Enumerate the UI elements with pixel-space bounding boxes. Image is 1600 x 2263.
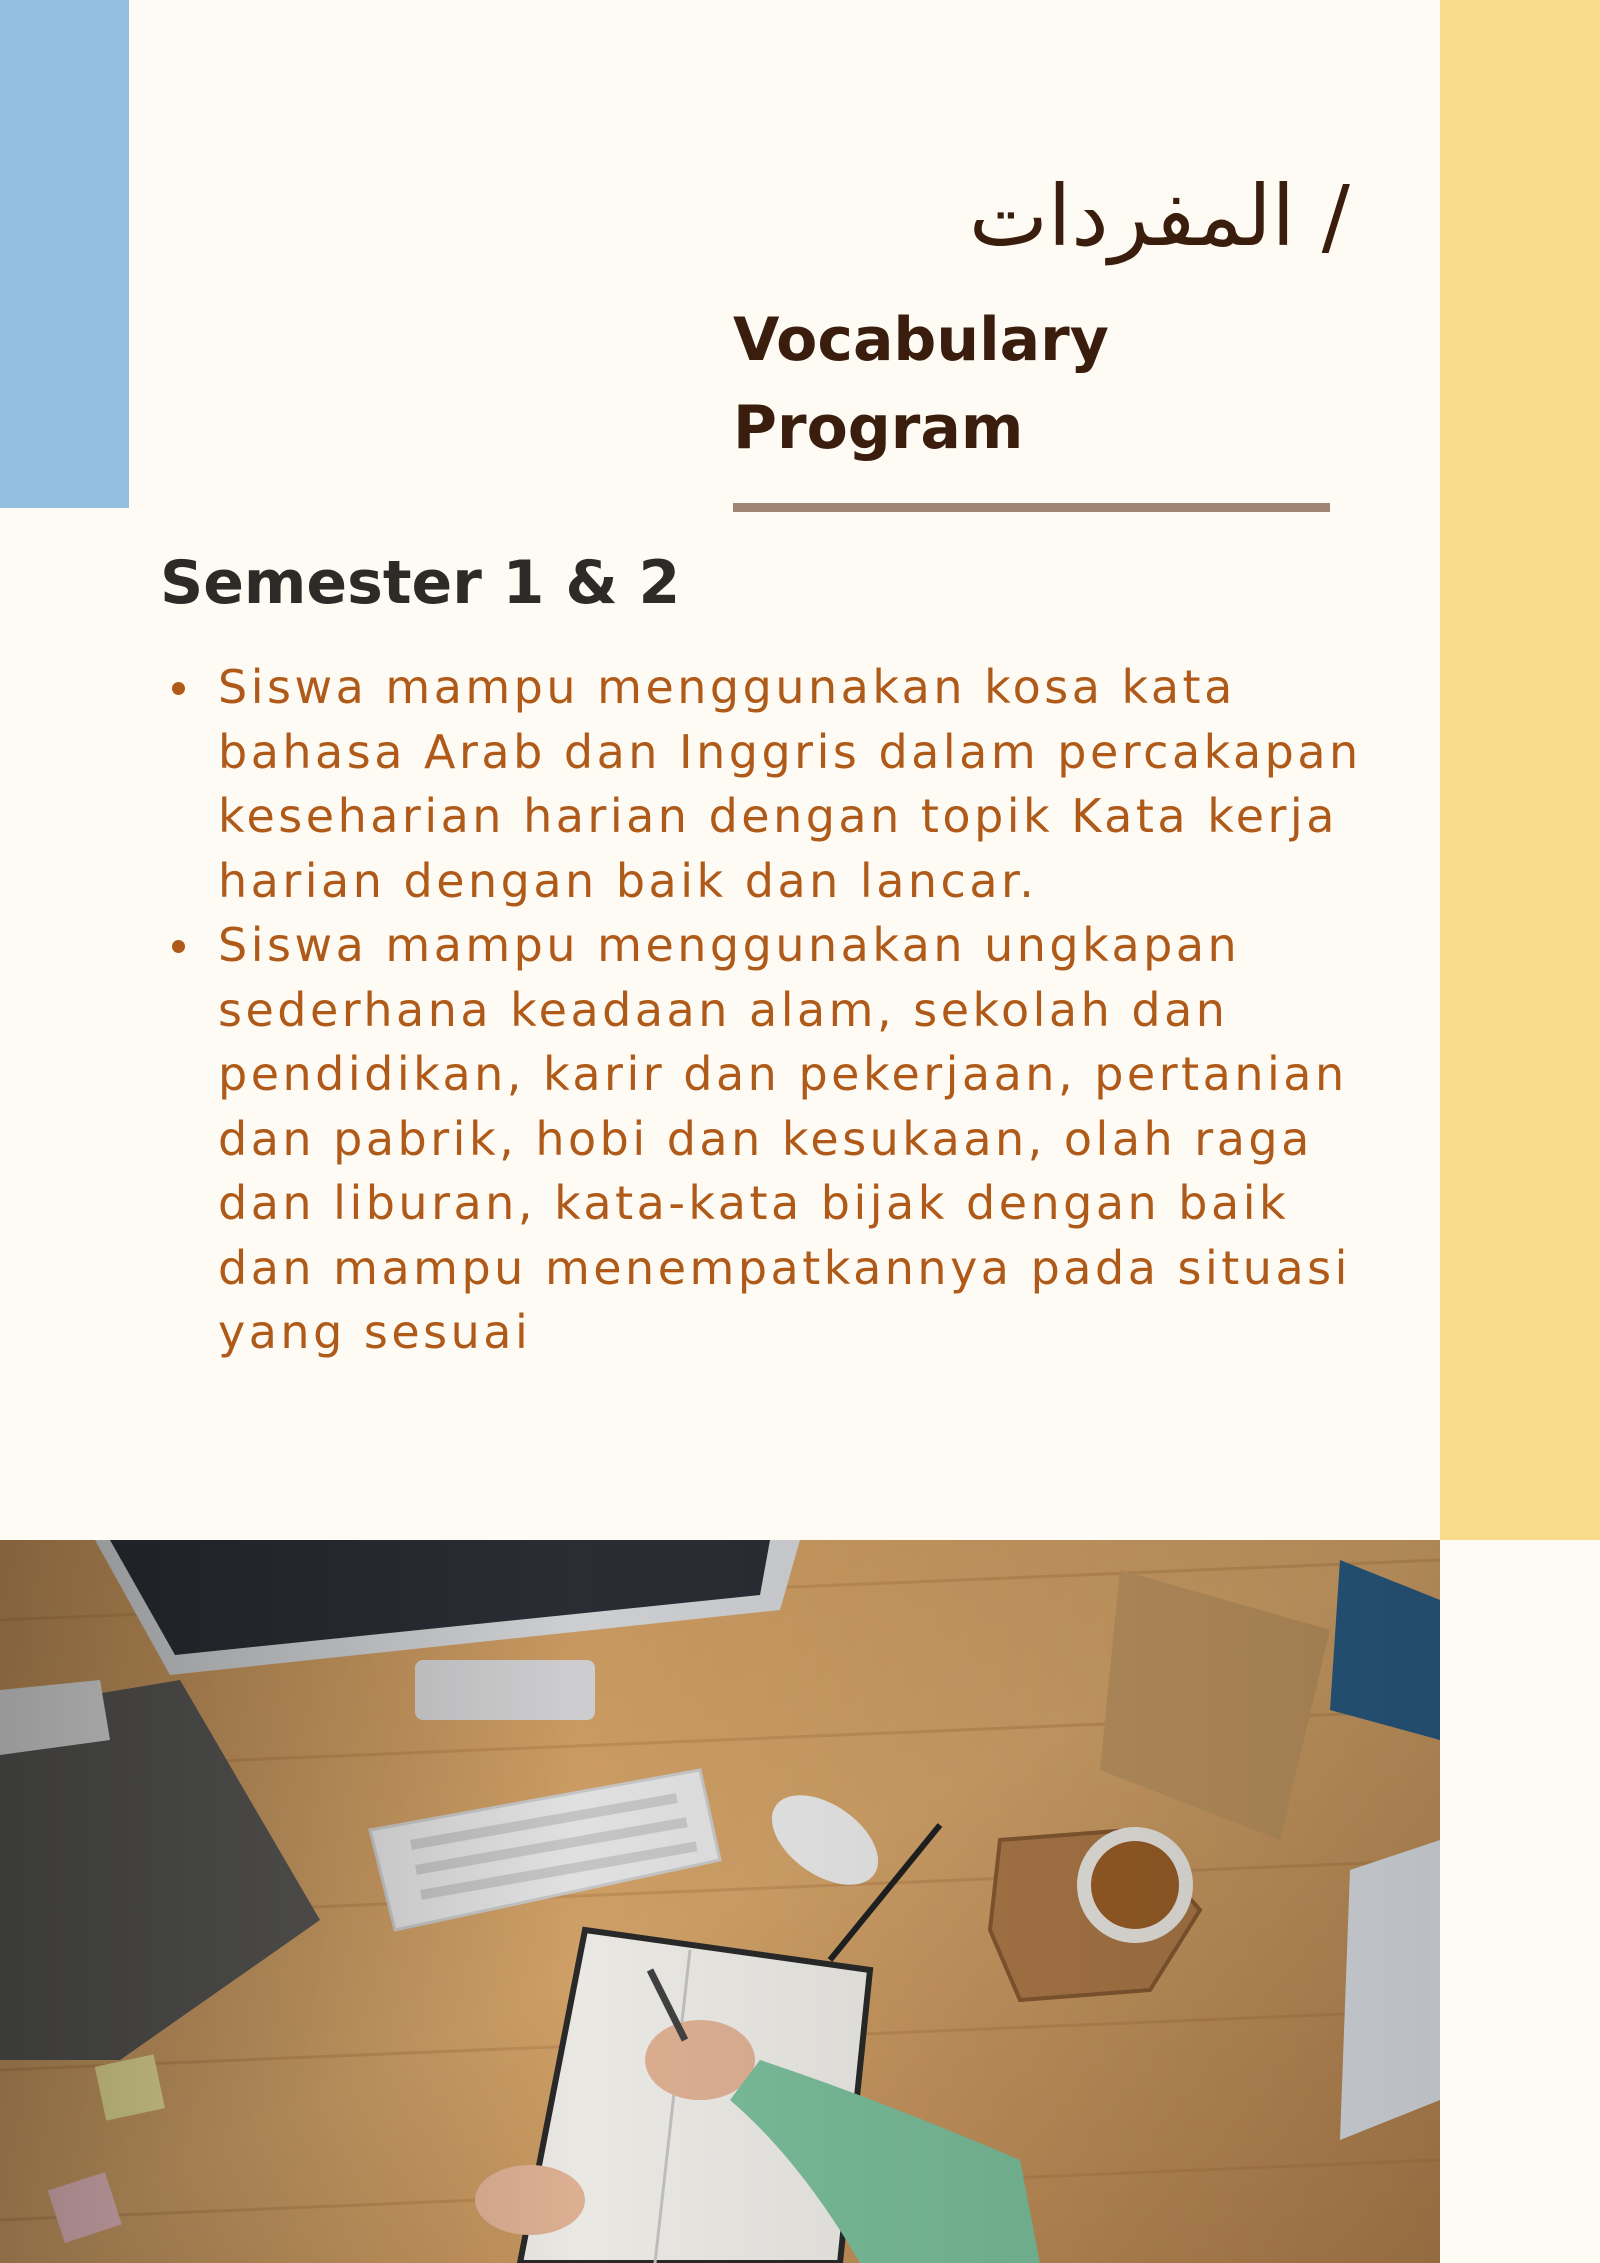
bullet-icon (172, 940, 185, 953)
desk-photo (0, 1540, 1440, 2263)
list-item (160, 913, 1390, 1365)
goal-text: Siswa mampu menggunakan ungkapan sederhana keadaan alam, sekolah dan pendidikan, karir dan pekerjaan, pertanian dan pabrik, hobi dan kesukaan, olah raga dan liburan, kata-kata bijak dengan baik dan mampu menempatkannya pada situasi yang sesuai (218, 918, 1351, 1359)
blue-accent-bar (0, 0, 129, 508)
learning-goals-list (160, 655, 1390, 1365)
page-title (733, 296, 1353, 472)
bullet-icon (172, 682, 185, 695)
yellow-accent-bar (1440, 0, 1600, 1540)
title-line-2: Program (733, 393, 1024, 463)
arabic-title: / المفردات (968, 167, 1350, 265)
title-line-1: Vocabulary (733, 305, 1109, 375)
title-divider (733, 503, 1330, 512)
goal-text: Siswa mampu menggunakan kosa kata bahasa Arab dan Inggris dalam percakapan keseharian harian dengan topik Kata kerja harian dengan baik dan lancar. (218, 660, 1362, 908)
list-item (160, 655, 1390, 913)
semester-heading: Semester 1 & 2 (160, 548, 681, 618)
